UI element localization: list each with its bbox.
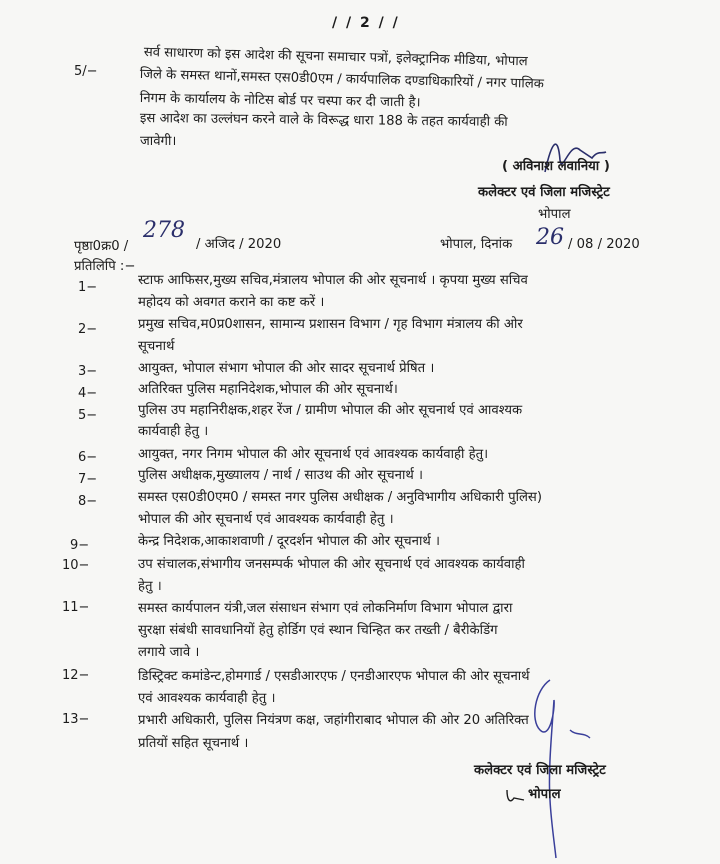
ref-suffix: / अजिद / 2020: [196, 237, 282, 252]
para5-number: 5/−: [74, 64, 98, 79]
copy-7-line-1: पुलिस अधीक्षक,मुख्यालय / नार्थ / साउथ की ओर सूचनार्थ ।: [138, 468, 424, 483]
date-suffix: / 08 / 2020: [568, 237, 640, 252]
copy-8-line-2: भोपाल की ओर सूचनार्थ एवं आवश्यक कार्यवाही हेतु ।: [138, 512, 394, 527]
copy-11-line-1: समस्त कार्यपालन यंत्री,जल संसाधन संभाग एवं लोकनिर्माण विभाग भोपाल द्वारा: [138, 601, 513, 616]
signature-name: ( अविनाश लवानिया ): [502, 159, 610, 174]
copy-2-line-2: सूचनार्थ: [138, 339, 175, 354]
copy-12-line-1: डिस्ट्रिक्ट कमांडेन्ट,होमगार्ड / एसडीआरएफ / एनडीआरएफ भोपाल की ओर सूचनार्थ: [138, 669, 530, 684]
copy-3-line-1: आयुक्त, भोपाल संभाग भोपाल की ओर सादर सूचनार्थ प्रेषित ।: [138, 361, 435, 376]
para5-line-4: इस आदेश का उल्लंघन करने वाले के विरूद्ध धारा 188 के तहत कार्यवाही की: [139, 110, 508, 130]
para5-line-2: जिले के समस्त थानों,समस्त एस0डी0एम / कार्यपालिक दण्डाधिकारियों / नगर पालिक: [139, 66, 545, 92]
copy-6-line-1: आयुक्त, नगर निगम भोपाल की ओर सूचनार्थ एवं आवश्यक कार्यवाही हेतु।: [138, 447, 489, 462]
copy-10-line-2: हेतु ।: [138, 579, 162, 594]
copy-5-number: 5−: [78, 408, 98, 423]
footer-initial-mark: [504, 786, 528, 806]
copy-9-line-1: केन्द्र निदेशक,आकाशवाणी / दूरदर्शन भोपाल की ओर सूचनार्थ ।: [138, 534, 440, 549]
copy-8-line-1: समस्त एस0डी0एम0 / समस्त नगर पुलिस अधीक्षक / अनुविभागीय अधिकारी पुलिस): [138, 490, 542, 505]
copy-10-line-1: उप संचालक,संभागीय जनसम्पर्क भोपाल की ओर सूचनार्थ एवं आवश्यक कार्यवाही: [138, 557, 525, 572]
para5-line-5: जावेगी।: [140, 134, 177, 149]
copy-12-number: 12−: [62, 668, 90, 683]
footer-place: भोपाल: [528, 787, 561, 802]
copy-5-line-1: पुलिस उप महानिरीक्षक,शहर रेंज / ग्रामीण भोपाल की ओर सूचनार्थ एवं आवश्यक: [138, 403, 523, 418]
copy-11-line-2: सुरक्षा संबंधी सावधानियों हेतु होर्डिग एवं स्थान चिन्हित कर तख्ती / बैरीकेडिंग: [138, 623, 498, 638]
copy-4-number: 4−: [78, 386, 98, 401]
para5-line-3: निगम के कार्यालय के नोटिस बोर्ड पर चस्पा कर दी जाती है।: [139, 90, 421, 111]
copy-10-number: 10−: [62, 558, 90, 573]
copy-13-line-1: प्रभारी अधिकारी, पुलिस नियंत्रण कक्ष, जहांगीराबाद भोपाल की ओर 20 अतिरिक्त: [138, 713, 529, 728]
copy-5-line-2: कार्यवाही हेतु ।: [138, 424, 209, 439]
copy-12-line-2: एवं आवश्यक कार्यवाही हेतु ।: [138, 691, 276, 706]
copy-label: प्रतिलिपि :−: [74, 259, 136, 274]
signature-place: भोपाल: [538, 207, 571, 222]
copy-2-number: 2−: [78, 322, 98, 337]
ref-number: 278: [143, 218, 185, 243]
copy-7-number: 7−: [78, 472, 98, 487]
copy-2-line-1: प्रमुख सचिव,म0प्र0शासन, सामान्य प्रशासन विभाग / गृह विभाग मंत्रालय की ओर: [138, 317, 523, 332]
copy-13-number: 13−: [62, 712, 90, 727]
signature-designation: कलेक्टर एवं जिला मजिस्ट्रेट: [478, 185, 610, 200]
para5-line-1: सर्व साधारण को इस आदेश की सूचना समाचार पत्रों, इलेक्ट्रानिक मीडिया, भोपाल: [143, 44, 528, 70]
copy-6-number: 6−: [78, 450, 98, 465]
page-marker: / / 2 / /: [332, 15, 400, 31]
ref-label: पृष्ठा0क्र0 /: [74, 239, 129, 254]
copy-1-line-2: महोदय को अवगत कराने का कष्ट करें ।: [138, 295, 325, 310]
copy-13-line-2: प्रतियों सहित सूचनार्थ ।: [138, 736, 249, 751]
copy-8-number: 8−: [78, 494, 98, 509]
footer-designation: कलेक्टर एवं जिला मजिस्ट्रेट: [474, 763, 606, 778]
date-prefix: भोपाल, दिनांक: [440, 237, 513, 252]
copy-11-line-3: लगाये जावे ।: [138, 645, 200, 660]
date-day: 26: [536, 225, 564, 250]
copy-3-number: 3−: [78, 364, 98, 379]
copy-11-number: 11−: [62, 600, 90, 615]
copy-9-number: 9−: [70, 538, 90, 553]
copy-1-line-1: स्टाफ आफिसर,मुख्य सचिव,मंत्रालय भोपाल की ओर सूचनार्थ । कृपया मुख्य सचिव: [138, 273, 528, 288]
copy-4-line-1: अतिरिक्त पुलिस महानिदेशक,भोपाल की ओर सूचनार्थ।: [138, 382, 398, 397]
copy-1-number: 1−: [78, 280, 98, 295]
